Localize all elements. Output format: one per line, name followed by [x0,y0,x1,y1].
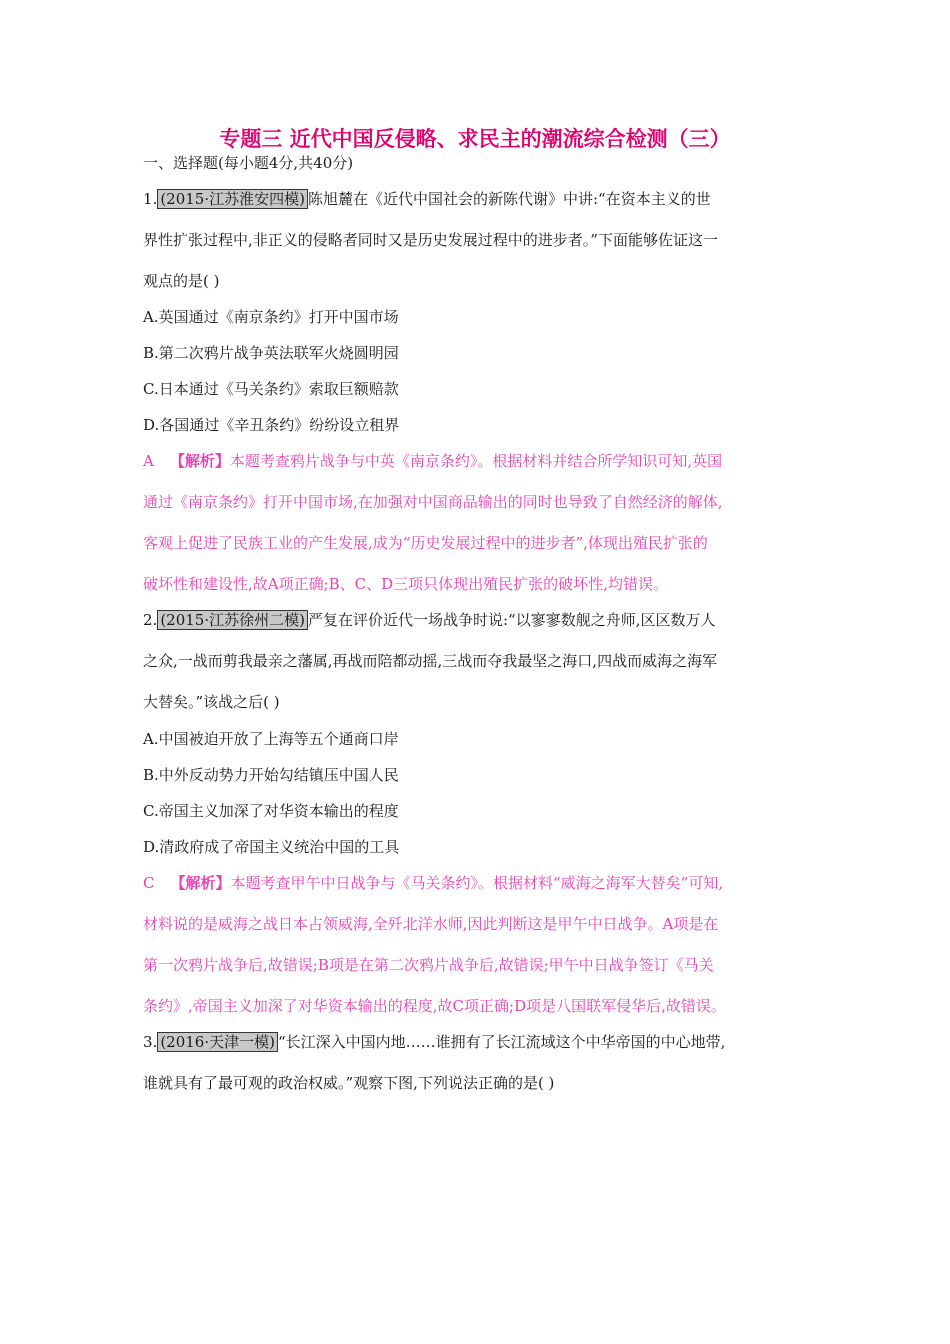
q2-analysis-label: 【解析】 [170,874,231,892]
q2-explanation-line-1 [143,873,723,893]
q2-explanation-text-1: 本题考查甲午中日战争与《马关条约》。根据材料“威海之海军大替矣”可知, [230,874,724,892]
q2-option-c: C.帝国主义加深了对华资本输出的程度 [143,802,399,820]
q2-source-tag: (2015·江苏徐州二模) [157,610,308,630]
q1-answer: A [143,452,154,470]
q2-option-a: A.中国被迫开放了上海等五个通商口岸 [143,730,399,748]
q1-source-tag: (2015·江苏淮安四模) [157,189,308,209]
q1-stem-line-1 [143,189,711,209]
q1-stem-text-1: 陈旭麓在《近代中国社会的新陈代谢》中讲:“在资本主义的世 [307,190,711,208]
q3-source-tag: (2016·天津一模) [157,1032,278,1052]
q1-option-d: D.各国通过《辛丑条约》纷纷设立租界 [143,416,400,434]
q2-stem-line-2: 之众,一战而剪我最亲之藩属,再战而陪都动摇,三战而夺我最坚之海口,四战而威海之海军 [143,652,718,670]
q1-stem-line-2: 界性扩张过程中,非正义的侵略者同时又是历史发展过程中的进步者。”下面能够佐证这一 [143,231,718,249]
q1-explanation-line-4: 破坏性和建设性,故A项正确;B、C、D三项只体现出殖民扩张的破坏性,均错误。 [143,575,668,593]
q2-stem-text-1: 严复在评价近代一场战争时说:“以寥寥数舰之舟师,区区数万人 [307,611,716,629]
q2-option-b: B.中外反动势力开始勾结镇压中国人民 [143,766,399,784]
q2-answer: C [143,874,155,892]
section-heading: 一、选择题(每小题4分,共40分) [143,154,354,172]
q3-stem-text-1: “长江深入中国内地……谁拥有了长江流域这个中华帝国的中心地带, [277,1033,726,1051]
document-title: 专题三 近代中国反侵略、求民主的潮流综合检测（三） [219,127,731,151]
q1-stem-line-3: 观点的是( ) [143,272,220,290]
q2-number: 2. [143,611,158,629]
q2-explanation-line-2: 材料说的是威海之战日本占领威海,全歼北洋水师,因此判断这是甲午中日战争。A项是在 [143,915,719,933]
q2-stem-line-1 [143,610,715,630]
q1-option-c: C.日本通过《马关条约》索取巨额赔款 [143,380,399,398]
q1-option-b: B.第二次鸦片战争英法联军火烧圆明园 [143,344,399,362]
q2-option-d: D.清政府成了帝国主义统治中国的工具 [143,838,400,856]
q3-number: 3. [143,1033,158,1051]
q1-explanation-line-3: 客观上促进了民族工业的产生发展,成为“历史发展过程中的进步者”,体现出殖民扩张的 [143,534,708,552]
q1-option-a: A.英国通过《南京条约》打开中国市场 [143,308,399,326]
q1-explanation-text-1: 本题考查鸦片战争与中英《南京条约》。根据材料并结合所学知识可知,英国 [229,452,723,470]
q2-stem-line-3: 大替矣。”该战之后( ) [143,693,280,711]
q1-explanation-line-2: 通过《南京条约》打开中国市场,在加强对中国商品输出的同时也导致了自然经济的解体, [143,493,723,511]
q3-stem-line-2: 谁就具有了最可观的政治权威。”观察下图,下列说法正确的是( ) [143,1074,555,1092]
q1-number: 1. [143,190,158,208]
q2-explanation-line-4: 条约》,帝国主义加深了对华资本输出的程度,故C项正确;D项是八国联军侵华后,故错误。 [143,997,726,1015]
q2-explanation-line-3: 第一次鸦片战争后,故错误;B项是在第二次鸦片战争后,故错误;甲午中日战争签订《马关 [143,956,714,974]
q1-explanation-line-1 [143,451,722,471]
q3-stem-line-1 [143,1032,725,1052]
q1-analysis-label: 【解析】 [169,452,230,470]
